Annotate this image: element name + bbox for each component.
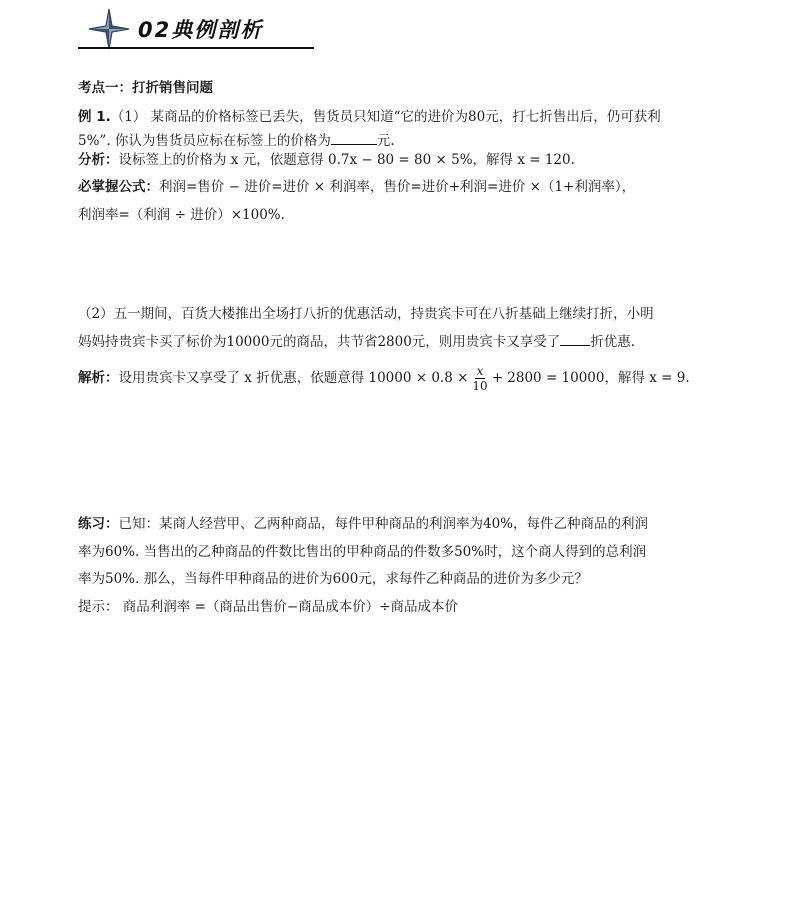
example1-line1 [78, 107, 661, 127]
practice-text-line1: 已知：某商人经营甲、乙两种商品，每件甲种商品的利润率为40%，每件乙种商品的利润 [118, 516, 649, 532]
part2-line2 [78, 331, 635, 352]
fraction-numerator: x [476, 363, 484, 378]
part1-number: （1） [110, 109, 147, 125]
section-heading: 考点一：打折销售问题 [78, 80, 213, 96]
part1-text-line1: 某商品的价格标签已丢失，售货员只知道“它的进价为80元，打七折售出后，仍可获利 [150, 109, 661, 125]
practice-line1 [78, 514, 648, 534]
analysis-line [78, 150, 575, 170]
practice-label: 练习： [78, 516, 119, 532]
analysis-text: 设标签上的价格为 x 元，依题意得 0.7x − 80 = 80 × 5%，解得 x = 120. [118, 152, 575, 168]
example-label: 例 1. [78, 109, 111, 125]
answer-blank [560, 331, 590, 346]
compass-star-icon [88, 8, 130, 50]
fraction-denominator: 10 [472, 378, 488, 393]
formula-line1 [78, 177, 635, 197]
header-underline [78, 47, 314, 49]
practice-line3: 率为50%. 那么，当每件甲种商品的进价为600元，求每件乙种商品的进价为多少元？ [78, 571, 588, 587]
part2-line1: （2）五一期间，百货大楼推出全场打八折的优惠活动，持贵宾卡可在八折基础上继续打折，小明 [78, 306, 654, 322]
answer-blank [331, 130, 377, 145]
solution-text-suffix: + 2800 = 10000，解得 x = 9. [491, 370, 690, 386]
part1-text-line2-suffix: 元. [376, 133, 395, 149]
fraction [470, 364, 489, 393]
practice-hint: 提示： 商品利润率 =（商品出售价−商品成本价）÷商品成本价 [78, 599, 459, 615]
solution-text-prefix: 设用贵宾卡又享受了 x 折优惠，依题意得 10000 × 0.8 × [118, 370, 469, 386]
part2-text-line2-suffix: 折优惠. [590, 334, 636, 350]
example1-line2 [78, 130, 395, 151]
analysis-label: 分析： [78, 152, 119, 168]
solution-line [78, 358, 690, 398]
formula-label: 必掌握公式： [78, 179, 159, 195]
practice-line2: 率为60%. 当售出的乙种商品的件数比售出的甲种商品的件数多50%时，这个商人得到的总利润 [78, 544, 647, 560]
part1-text-line2: 5%”. 你认为售货员应标在标签上的价格为 [78, 133, 331, 149]
formula-line2: 利润率=（利润 ÷ 进价）×100%. [78, 207, 285, 223]
header-title: 02典例剖析 [138, 18, 264, 42]
formula-text-line1: 利润=售价 − 进价=进价 × 利润率，售价=进价+利润=进价 ×（1+利润率）， [159, 179, 636, 195]
solution-label: 解析： [78, 370, 119, 386]
part2-text-line2: 妈妈持贵宾卡买了标价为10000元的商品，共节省2800元，则用贵宾卡又享受了 [78, 334, 561, 350]
